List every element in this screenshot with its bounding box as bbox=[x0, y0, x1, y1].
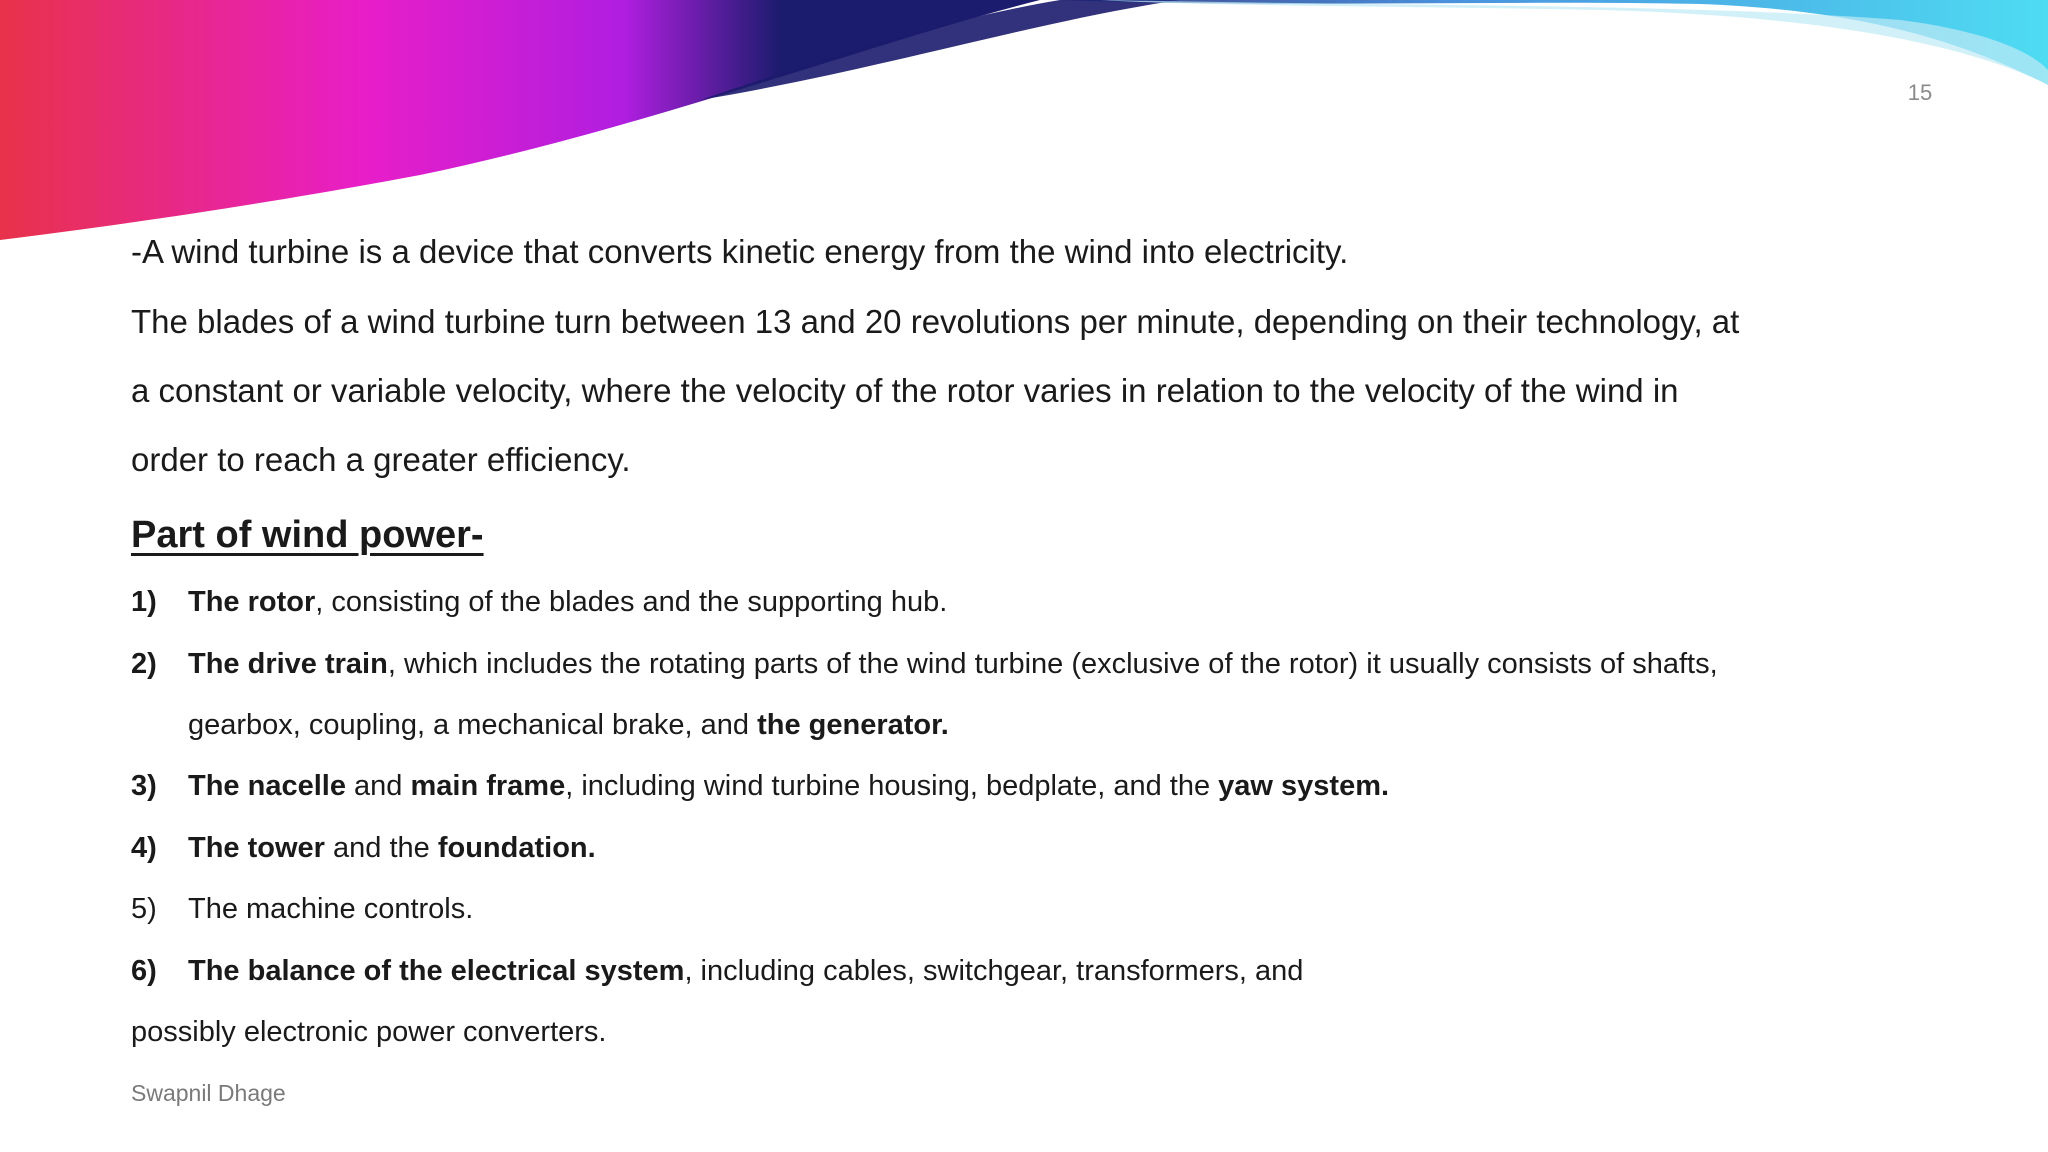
page-number: 15 bbox=[1907, 80, 1933, 105]
list-term: The balance of the electrical system bbox=[188, 955, 685, 987]
section-heading: Part of wind power- bbox=[131, 514, 484, 556]
list-item bbox=[131, 891, 473, 927]
list-term: main frame bbox=[410, 770, 566, 802]
footer-author: Swapnil Dhage bbox=[131, 1080, 286, 1106]
list-number: 5) bbox=[131, 893, 157, 925]
list-term: yaw system. bbox=[1218, 770, 1390, 802]
list-number: 1) bbox=[131, 586, 157, 618]
list-text: and the bbox=[324, 832, 438, 864]
list-number: 4) bbox=[131, 832, 157, 864]
list-number: 3) bbox=[131, 770, 157, 802]
wave-warm bbox=[0, 0, 1040, 240]
list-text: The machine controls. bbox=[188, 893, 474, 925]
list-text: possibly electronic power converters. bbox=[131, 1016, 607, 1048]
list-item bbox=[131, 830, 596, 866]
list-term: the generator. bbox=[757, 709, 949, 741]
list-term: foundation. bbox=[437, 832, 596, 864]
list-text: , including wind turbine housing, bedplate, and the bbox=[565, 770, 1219, 802]
intro-line-3: a constant or variable velocity, where the velocity of the rotor varies in relation to the velocity of the wind in bbox=[131, 372, 1679, 409]
list-text: , which includes the rotating parts of the wind turbine (exclusive of the rotor) it usually consists of shafts, bbox=[387, 648, 1718, 680]
list-item bbox=[131, 584, 947, 620]
list-term: The tower bbox=[188, 832, 325, 864]
list-item-continuation bbox=[131, 1014, 606, 1050]
list-number: 2) bbox=[131, 648, 157, 680]
list-term: The rotor bbox=[188, 586, 316, 618]
intro-line-1: -A wind turbine is a device that converts kinetic energy from the wind into electricity. bbox=[131, 233, 1349, 270]
list-term: The nacelle bbox=[188, 770, 346, 802]
list-item bbox=[131, 768, 1389, 804]
intro-line-2: The blades of a wind turbine turn between 13 and 20 revolutions per minute, depending on their technology, at bbox=[131, 303, 1740, 340]
list-item bbox=[131, 953, 1303, 989]
list-number: 6) bbox=[131, 955, 157, 987]
list-text: , including cables, switchgear, transformers, and bbox=[684, 955, 1304, 987]
list-term: The drive train bbox=[188, 648, 388, 680]
list-text: gearbox, coupling, a mechanical brake, and bbox=[188, 709, 758, 741]
list-item bbox=[131, 646, 1718, 682]
decorative-wave-banner bbox=[0, 0, 2048, 260]
list-item-continuation bbox=[188, 707, 949, 743]
list-text: , consisting of the blades and the supporting hub. bbox=[315, 586, 948, 618]
intro-line-4: order to reach a greater efficiency. bbox=[131, 441, 631, 478]
wave-cool bbox=[1060, 0, 2048, 85]
list-text: and bbox=[345, 770, 411, 802]
